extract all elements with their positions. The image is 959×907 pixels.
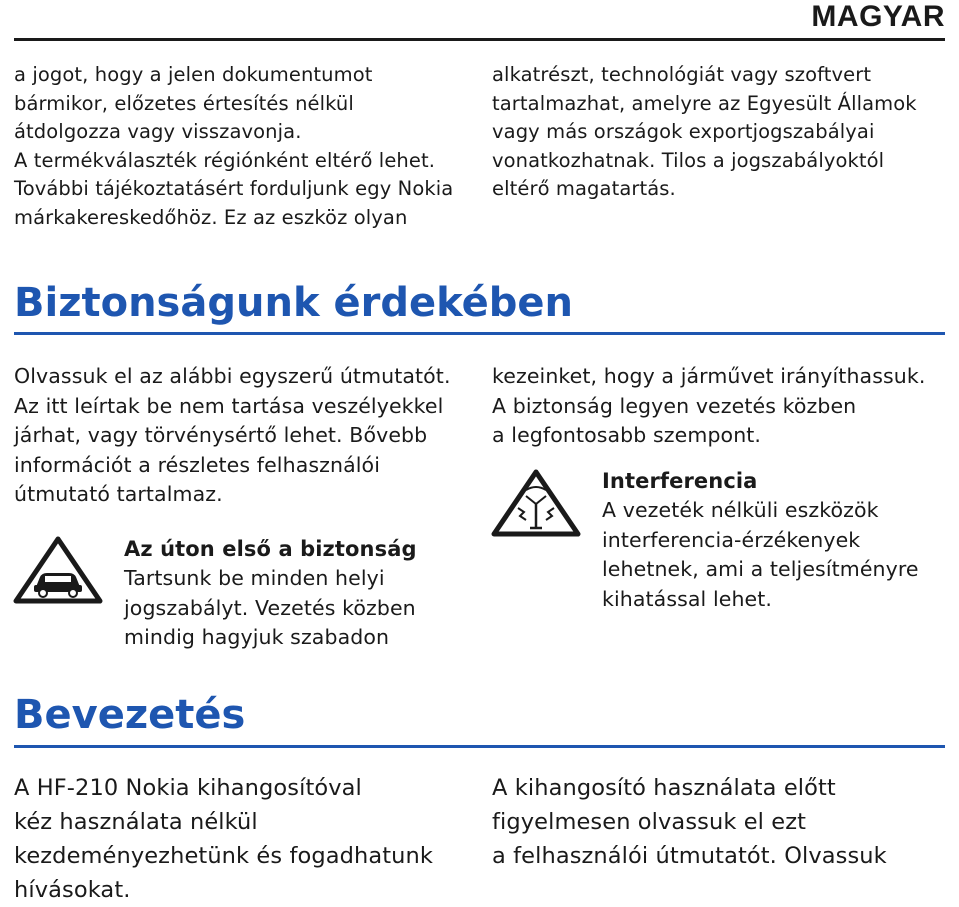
text-line: interferencia-érzékenyek <box>602 527 861 552</box>
text-line: Az itt leírtak be nem tartása veszélyekkel <box>14 393 444 418</box>
intro-continued-right <box>492 61 947 204</box>
intro-divider <box>14 745 945 748</box>
text-line: További tájékoztatásért forduljunk egy Nokia <box>14 177 454 200</box>
text-line: kihatással lehet. <box>602 586 773 611</box>
road-safety-block <box>124 534 474 653</box>
interference-title: Interferencia <box>602 469 758 493</box>
interference-block <box>602 466 952 614</box>
text-line: a legfontosabb szempont. <box>492 423 762 447</box>
text-line: járhat, vagy törvénysértő lehet. Bővebb <box>14 423 428 447</box>
safety-heading: Biztonságunk érdekében <box>14 280 573 326</box>
text-line: lehetnek, ami a teljesítményre <box>602 557 919 581</box>
intro-right-text <box>492 771 947 873</box>
text-line: kéz használata nélkül <box>14 809 258 835</box>
text-line: A vezeték nélküli eszközök <box>602 498 879 522</box>
header-divider <box>14 38 945 41</box>
text-line: a felhasználói útmutatót. Olvassuk <box>492 843 887 869</box>
text-line: Olvassuk el az alábbi egyszerű útmutatót. <box>14 364 451 388</box>
interference-warning-icon <box>490 468 582 538</box>
car-warning-icon <box>12 535 104 605</box>
text-line: A termékválaszték régiónként eltérő lehet. <box>14 148 436 172</box>
intro-continued-left <box>14 61 474 232</box>
text-line: tartalmazhat, amelyre az Egyesült Államok <box>492 91 917 115</box>
text-line: kezeinket, hogy a járművet irányíthassuk. <box>492 364 926 388</box>
text-line: A biztonság legyen vezetés közben <box>492 393 857 418</box>
intro-heading: Bevezetés <box>14 692 246 738</box>
intro-left-text <box>14 771 484 907</box>
text-line: A HF-210 Nokia kihangosítóval <box>14 775 362 801</box>
text-line: útmutató tartalmaz. <box>14 482 223 506</box>
safety-right-text <box>492 362 947 451</box>
text-line: vonatkozhatnak. Tilos a jogszabályoktól <box>492 148 885 172</box>
text-line: A kihangosító használata előtt <box>492 775 836 801</box>
text-line: a jogot, hogy a jelen dokumentumot <box>14 63 373 86</box>
text-line: alkatrészt, technológiát vagy szoftvert <box>492 63 872 86</box>
text-line: Tartsunk be minden helyi <box>124 566 385 590</box>
text-line: figyelmesen olvassuk el ezt <box>492 809 807 835</box>
page-language-label: MAGYAR <box>811 0 945 33</box>
text-line: átdolgozza vagy visszavonja. <box>14 120 302 143</box>
text-line: vagy más országok exportjogszabályai <box>492 120 875 143</box>
road-safety-title: Az úton első a biztonság <box>124 537 417 561</box>
text-line: információt a részletes felhasználói <box>14 452 380 477</box>
safety-intro-text <box>14 362 479 510</box>
text-line: márkakereskedőhöz. Ez az eszköz olyan <box>14 205 408 229</box>
text-line: jogszabályt. Vezetés közben <box>124 595 416 620</box>
text-line: eltérő magatartás. <box>492 177 676 200</box>
text-line: kezdeményezhetünk és fogadhatunk <box>14 843 433 869</box>
safety-divider <box>14 332 945 335</box>
text-line: bármikor, előzetes értesítés nélkül <box>14 91 354 115</box>
text-line: hívásokat. <box>14 877 131 903</box>
text-line: mindig hagyjuk szabadon <box>124 625 390 649</box>
